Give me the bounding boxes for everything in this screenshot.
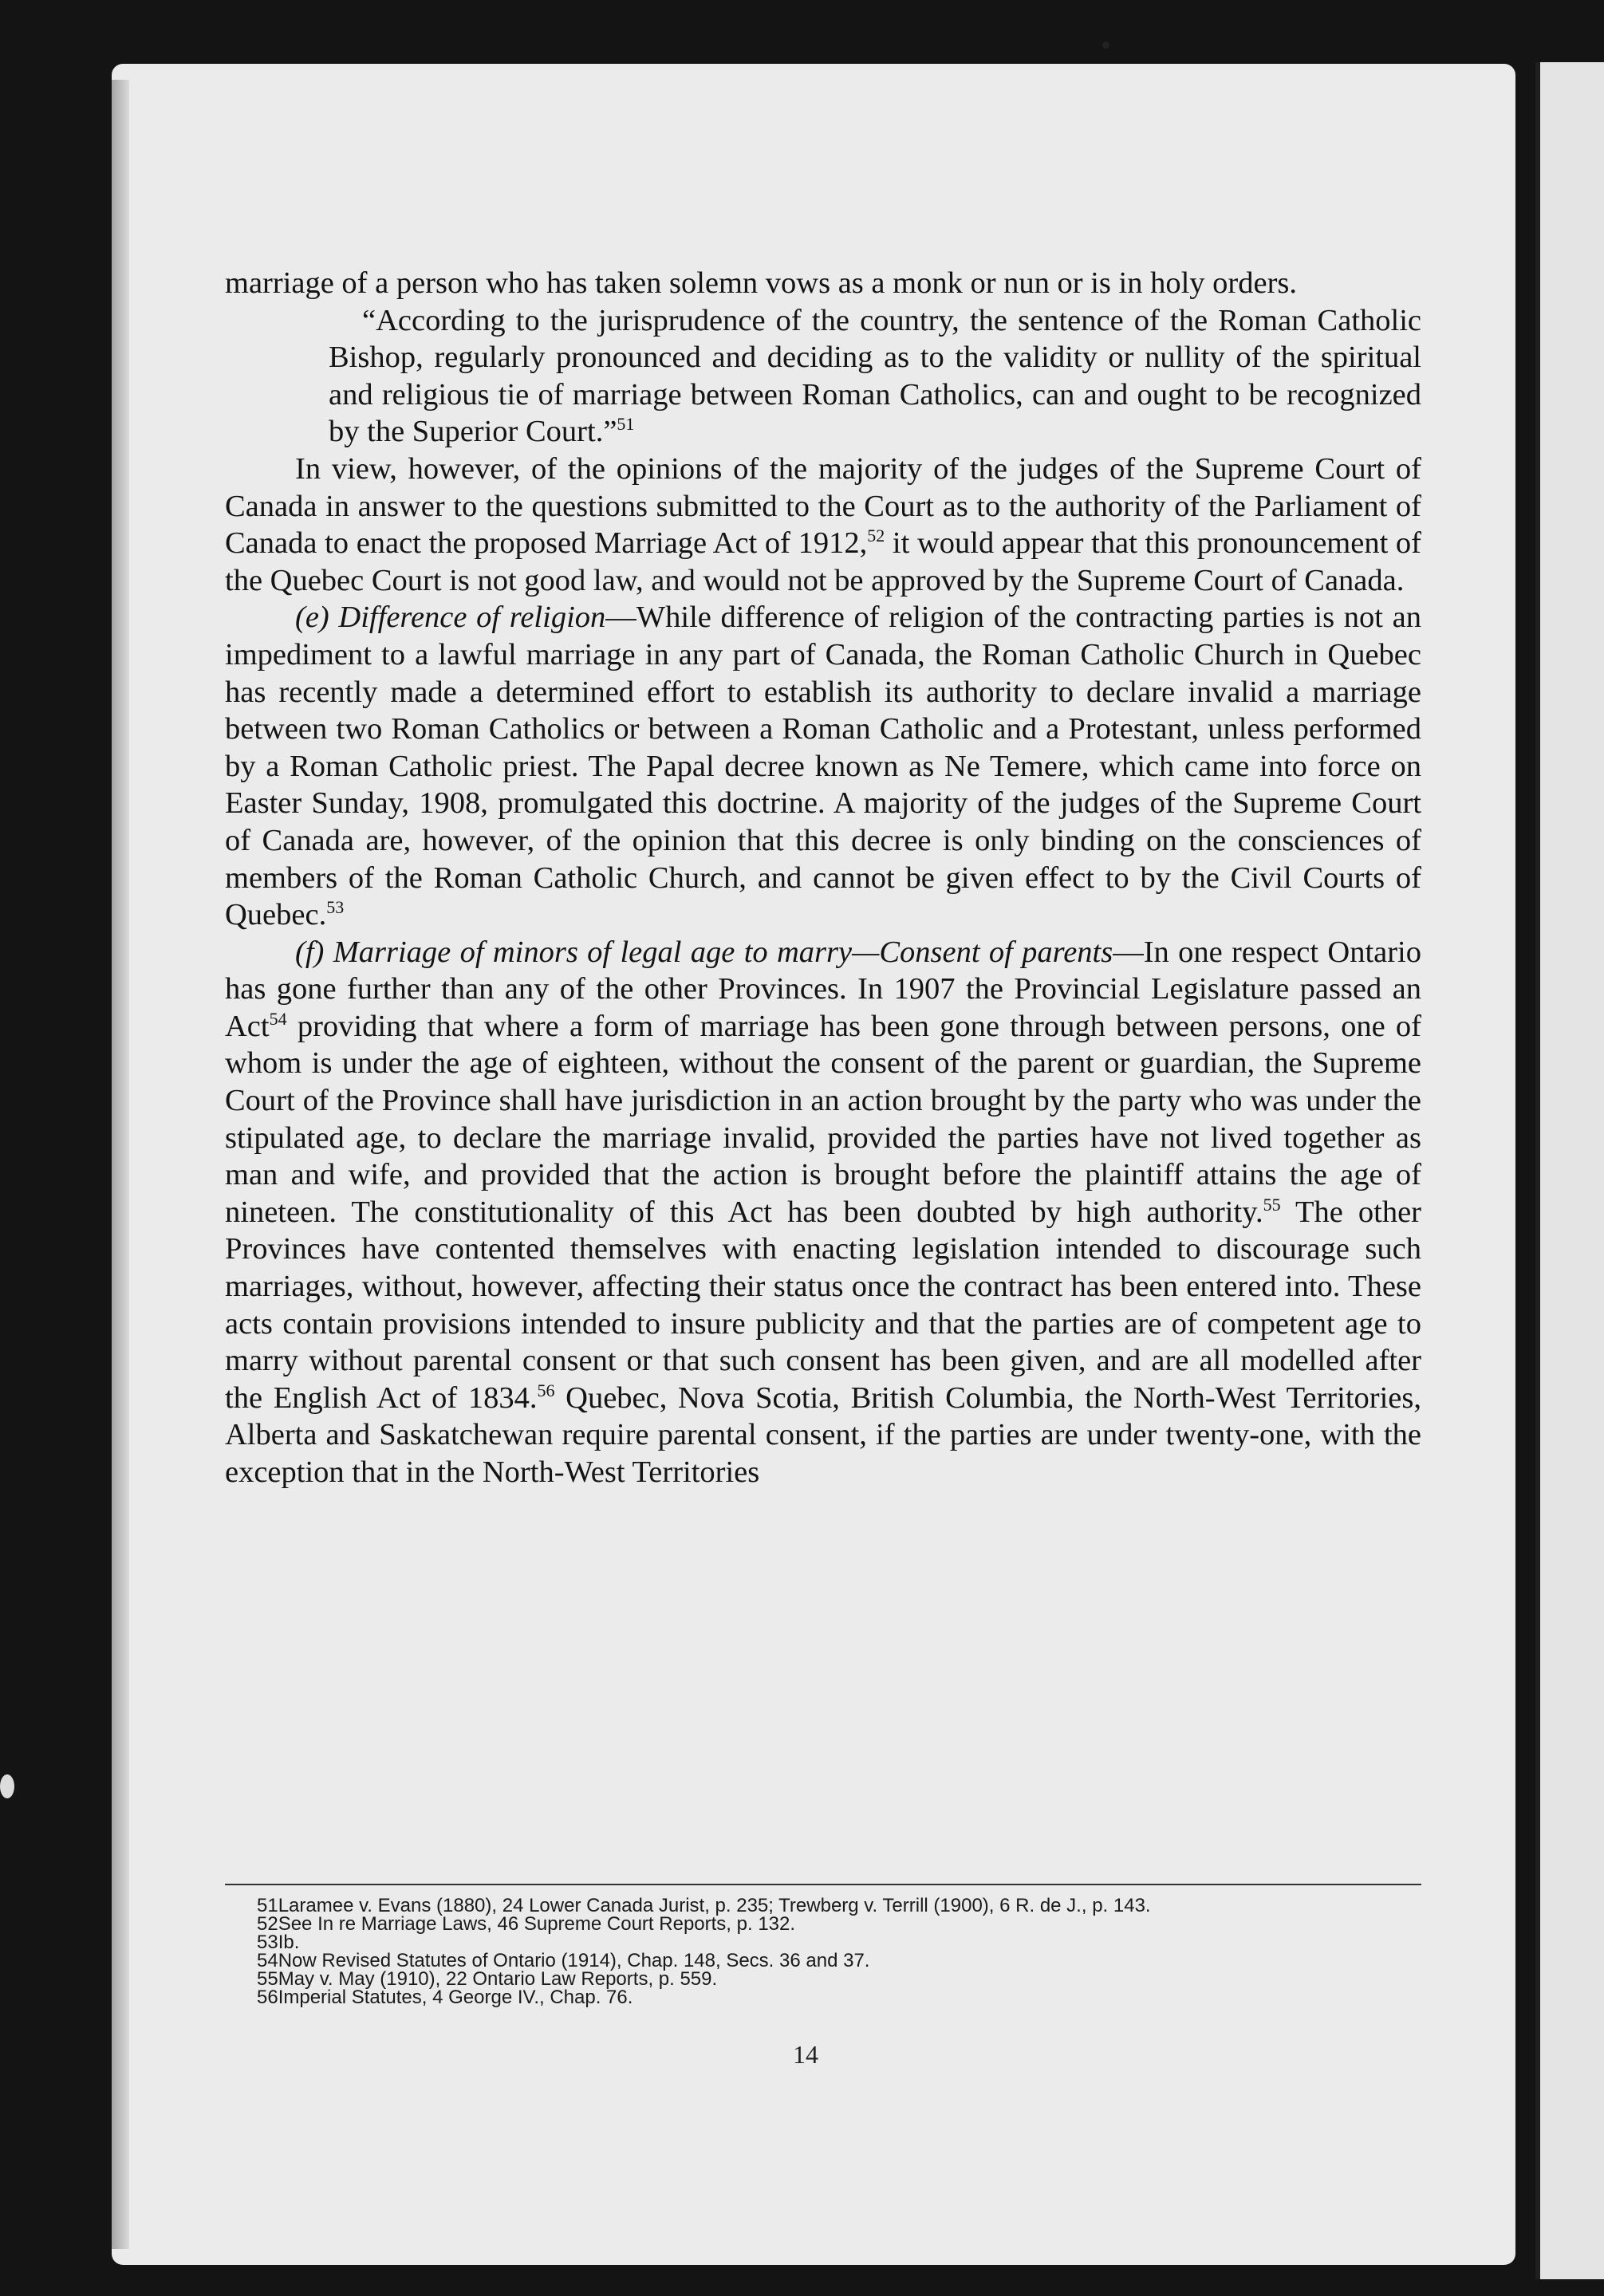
adjacent-page-edge — [1535, 62, 1604, 2279]
paragraph-text: Quebec, Nova Scotia, British Columbia, the North-West Territories, Alberta and Saskatchewan require parental consent, if the parties are under twenty-one, with the exception that in the North-West Territories — [225, 1380, 1421, 1489]
paragraph-difference-of-religion — [225, 599, 1421, 933]
section-label: (e) — [295, 601, 339, 635]
page-number: 14 — [793, 2040, 818, 2069]
footnote-marker: 54 — [269, 1009, 287, 1030]
paragraph-text: In view, however, of the opinions of the majority of the judges of the Supreme Court of Canada in answer to the questions submitted to the Court as to the authority of the Parliament of Canada to enact the proposed Marriage Act of 1912, — [225, 451, 1421, 561]
footnote: 52See In re Marriage Laws, 46 Supreme Court Reports, p. 132. — [257, 1913, 796, 1935]
paragraph-continuation — [225, 265, 1421, 302]
quote-text: “According to the jurisprudence of the country, the sentence of the Roman Catholic Bishop, regularly pronounced and deciding as to the validity or nullity of the spiritual and religious tie of marriage between Roman Catholics, can and ought to be recognized by the Superior Court.” — [329, 303, 1421, 449]
body-text — [225, 265, 1421, 1491]
paragraph-text: The other Provinces have contented themselves with enacting legislation intended to discourage such marriages, without, however, affecting their status once the contract has been entered into. These acts contain provisions intended to insure publicity and that the parties are of competent age to marry without parental consent or that such consent has been given, and are all modelled after the English Act of 1834. — [225, 1195, 1422, 1415]
scan-speck — [0, 1774, 14, 1798]
footnote-divider — [225, 1884, 1421, 1885]
footnote: 55May v. May (1910), 22 Ontario Law Reports, p. 559. — [257, 1968, 718, 1990]
paragraph-marriage-of-minors — [225, 934, 1421, 1491]
quote-paragraph — [329, 302, 1421, 451]
paragraph-text: —In one respect Ontario has gone further than any of the other Provinces. In 1907 the Provincial Legislature passed an Act — [225, 935, 1422, 1043]
block-quote — [329, 302, 1421, 451]
footnotes — [225, 1896, 1421, 2007]
paragraph-text: it would appear that this pronouncement of the Quebec Court is not good law, and would not be approved by the Supreme Court of Canada. — [225, 526, 1421, 597]
footnote-marker: 51 — [617, 414, 635, 435]
footnote: 56Imperial Statutes, 4 George IV., Chap. 76. — [257, 1987, 633, 2008]
footnote: 54Now Revised Statutes of Ontario (1914), Chap. 148, Secs. 36 and 37. — [257, 1950, 870, 1971]
paragraph-text: marriage of a person who has taken solemn vows as a monk or nun or is in holy orders. — [225, 266, 1298, 300]
scan-speck — [1102, 41, 1109, 49]
page-binding-shadow — [112, 80, 129, 2249]
section-heading: Marriage of minors of legal age to marry—Consent of parents — [333, 935, 1113, 969]
paragraph — [225, 451, 1421, 599]
footnote-marker: 55 — [1263, 1195, 1281, 1215]
section-heading: Difference of religion — [338, 601, 606, 635]
paragraph-text: providing that where a form of marriage has been gone through between persons, one of whom is under the age of eighteen, without the consent of the parent or guardian, the Supreme Court of the Province shall have jurisdiction in an action brought by the party who was under the stipulated age, to declare the marriage invalid, provided the parties have not lived together as man and wife, and provided that the action is brought before the plaintiff attains the age of nineteen. The constitutionality of this Act has been doubted by high authority. — [225, 1009, 1421, 1229]
footnote-marker: 52 — [867, 526, 885, 546]
footnote-marker: 56 — [537, 1380, 555, 1400]
footnote: 53Ib. — [257, 1932, 300, 1953]
footnote: 51Laramee v. Evans (1880), 24 Lower Canada Jurist, p. 235; Trewberg v. Terrill (1900), 6 R. de J., p. 143. — [257, 1895, 1151, 1916]
footnote-marker: 53 — [326, 897, 345, 918]
section-label: (f) — [295, 935, 333, 969]
paragraph-text: —While difference of religion of the contracting parties is not an impediment to a lawful marriage in any part of Canada, the Roman Catholic Church in Quebec has recently made a determined effort to establish its authority to declare invalid a marriage between two Roman Catholics or between a Roman Catholic and a Protestant, unless performed by a Roman Catholic priest. The Papal decree known as Ne Temere, which came into force on Easter Sunday, 1908, promulgated this doctrine. A majority of the judges of the Supreme Court of Canada are, however, of the opinion that this decree is only binding on the consciences of members of the Roman Catholic Church, and cannot be given effect to by the Civil Courts of Quebec. — [225, 601, 1421, 932]
